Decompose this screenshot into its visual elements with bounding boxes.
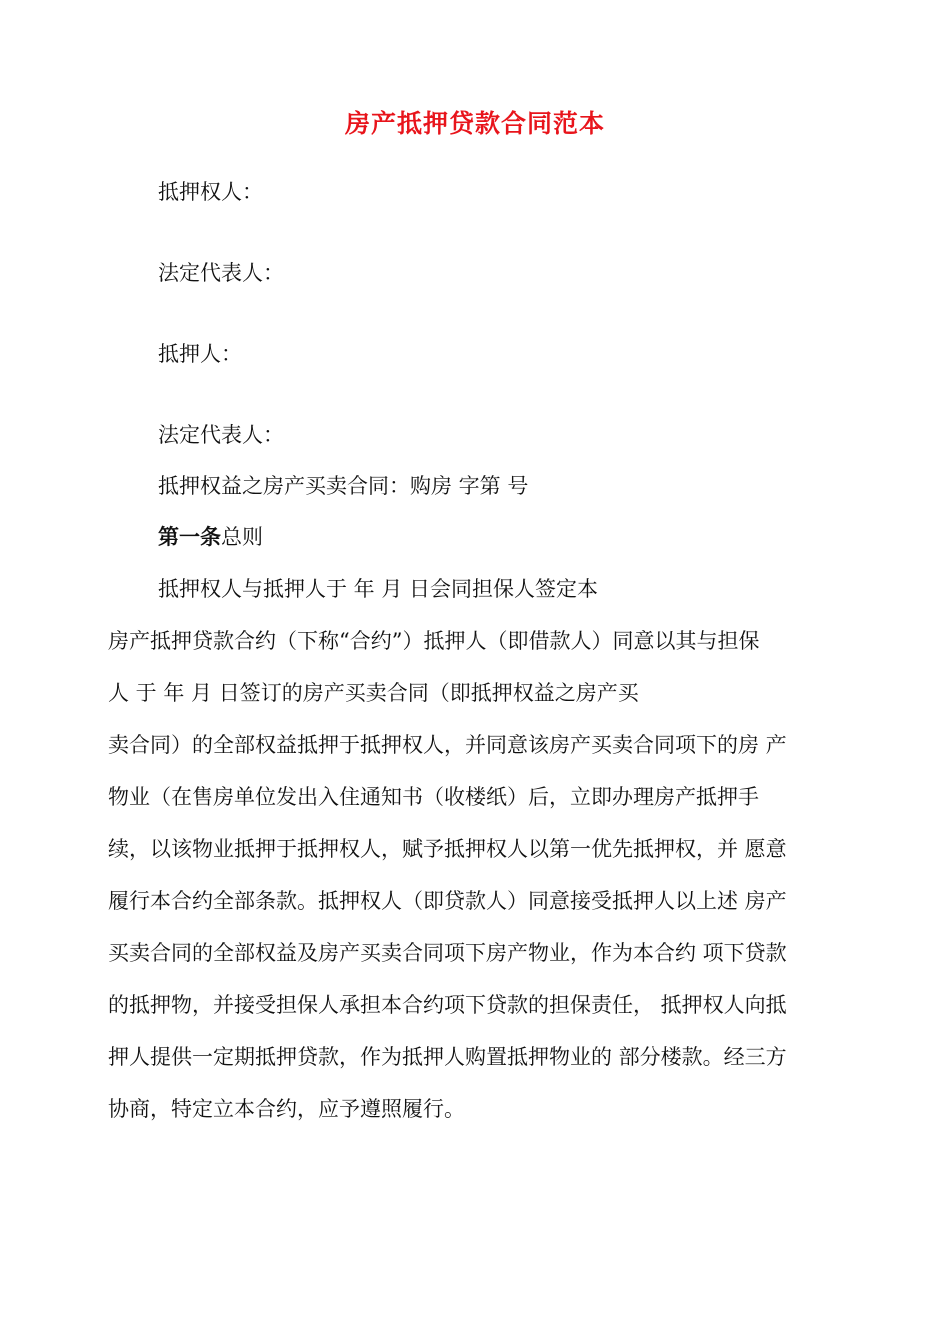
paragraph-line: 的抵押物，并接受担保人承担本合约项下贷款的担保责任， 抵押权人向抵 (108, 993, 787, 1017)
paragraph-line: 卖合同）的全部权益抵押于抵押权人，并同意该房产买卖合同项下的房 产 (108, 733, 787, 757)
paragraph-line: 续，以该物业抵押于抵押权人，赋予抵押权人以第一优先抵押权，并 愿意 (108, 837, 787, 861)
field-mortgagor: 抵押人： (158, 342, 242, 366)
field-legal-rep-2: 法定代表人： (158, 423, 284, 447)
article-heading (158, 522, 263, 552)
article-number: 第一条 (158, 524, 221, 549)
document-title: 房产抵押贷款合同范本 (344, 109, 605, 138)
paragraph-line: 买卖合同的全部权益及房产买卖合同项下房产物业，作为本合约 项下贷款 (108, 941, 787, 965)
field-mortgagee: 抵押权人： (158, 180, 263, 204)
paragraph-line: 物业（在售房单位发出入住通知书（收楼纸）后，立即办理房产抵押手 (108, 785, 759, 809)
paragraph-line: 人 于 年 月 日签订的房产买卖合同（即抵押权益之房产买 (108, 681, 639, 705)
paragraph-line: 房产抵押贷款合约（下称“合约”）抵押人（即借款人）同意以其与担保 (108, 629, 760, 653)
article-title: 总则 (221, 525, 263, 549)
field-legal-rep-1: 法定代表人： (158, 261, 284, 285)
field-purchase-contract: 抵押权益之房产买卖合同：购房 字第 号 (158, 474, 529, 498)
paragraph-line: 履行本合约全部条款。抵押权人（即贷款人）同意接受抵押人以上述 房产 (108, 889, 787, 913)
paragraph-line: 押人提供一定期抵押贷款，作为抵押人购置抵押物业的 部分楼款。经三方 (108, 1045, 787, 1069)
paragraph-first-line: 抵押权人与抵押人于 年 月 日会同担保人签定本 (158, 577, 599, 601)
paragraph-line: 协商，特定立本合约，应予遵照履行。 (108, 1097, 465, 1121)
